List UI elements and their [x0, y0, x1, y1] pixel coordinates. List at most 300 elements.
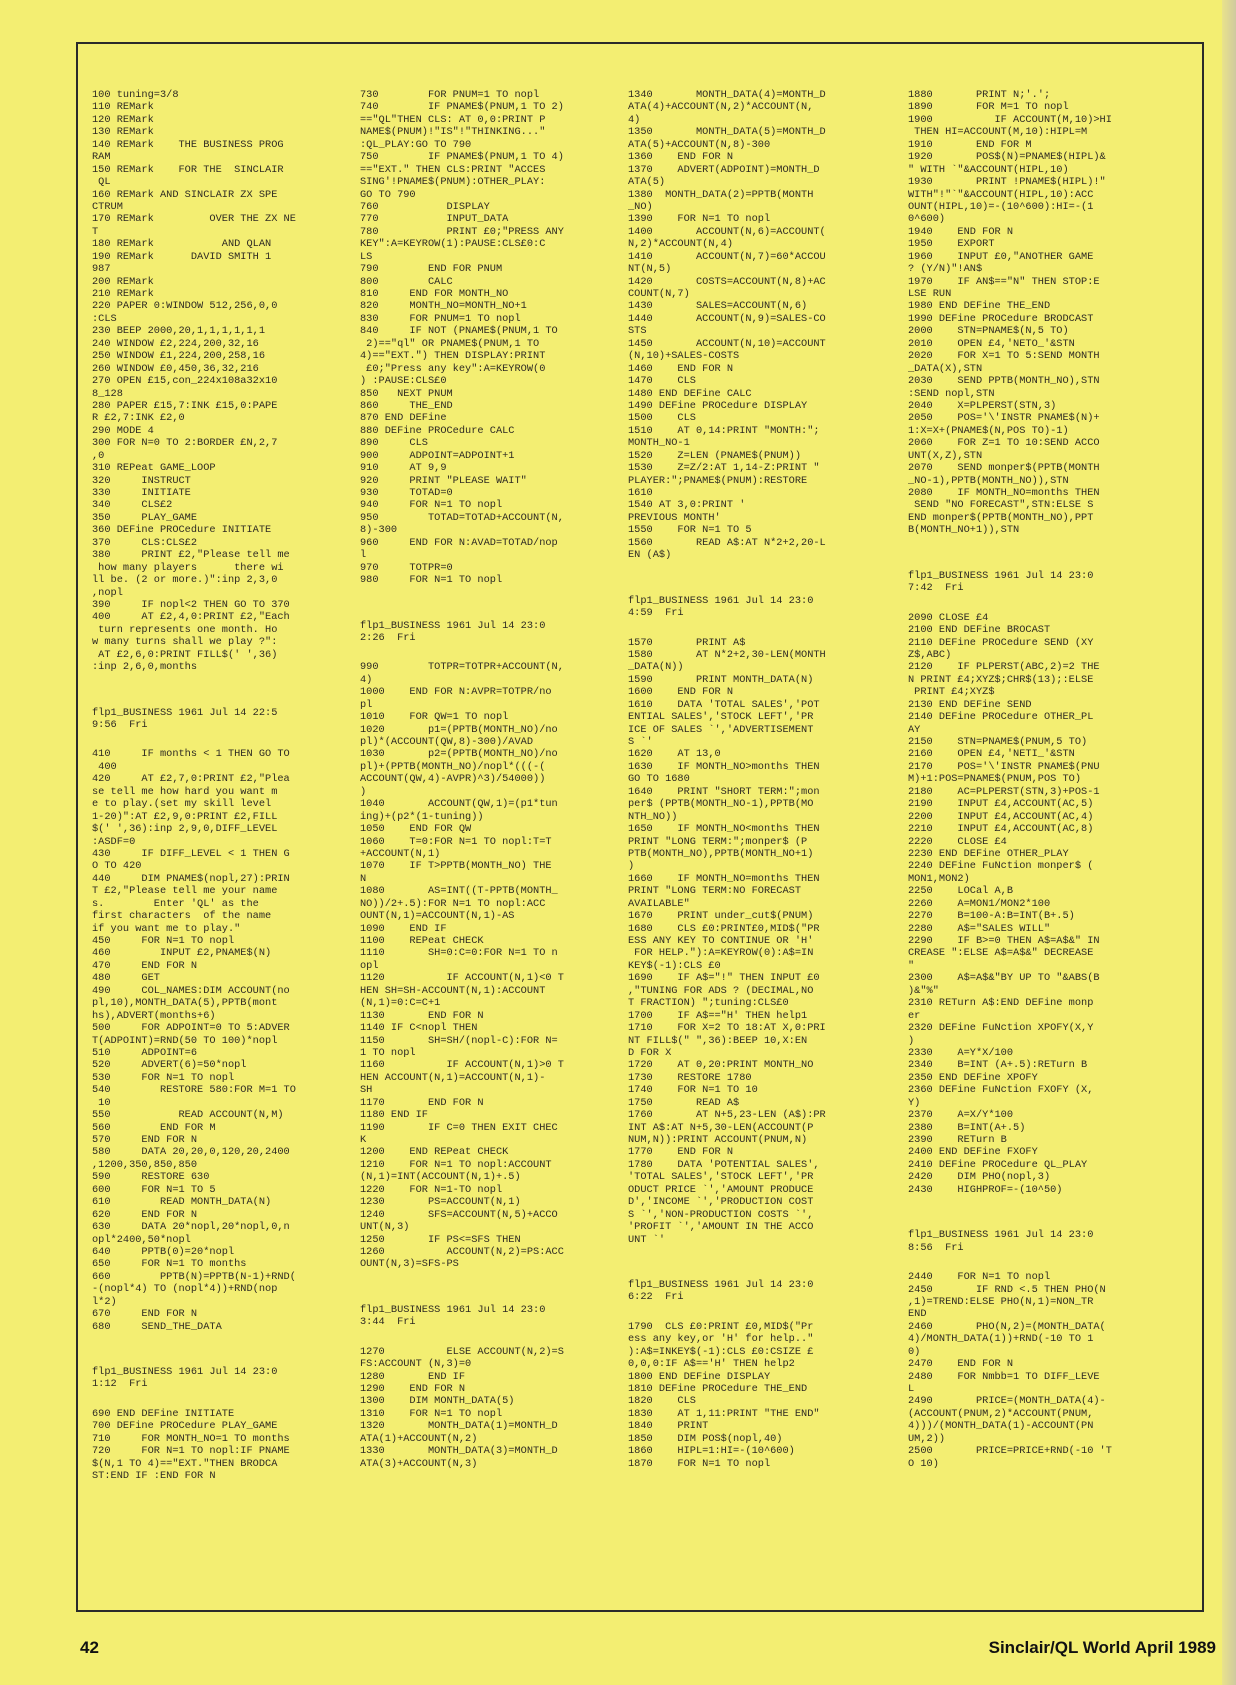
code-line: 420 AT £2,7,0:PRINT £2,"Plea — [92, 773, 290, 786]
code-line: 1410 ACCOUNT(N,7)=60*ACCOU — [628, 250, 826, 263]
code-line: 950 TOTAD=TOTAD+ACCOUNT(N, — [360, 511, 564, 524]
code-line: 1120 IF ACCOUNT(N,1)<0 T — [360, 972, 564, 985]
code-line: :ASDF=0 — [92, 835, 136, 848]
code-line: 170 REMark OVER THE ZX NE — [92, 213, 296, 226]
code-line: 1070 IF T>PPTB(MONTH_NO) THE — [360, 860, 552, 873]
header-line: 1:12 Fri — [92, 1378, 148, 1391]
code-line: 1860 HIPL=1:HI=-(10^600) — [628, 1445, 795, 1458]
code-line: 8_128 — [92, 387, 123, 400]
code-line: K — [360, 1134, 367, 1146]
code-line: 130 REMark — [92, 126, 154, 139]
code-line: 830 FOR PNUM=1 TO nopl — [360, 312, 521, 325]
code-line: if you want me to play." — [92, 922, 241, 935]
code-line: pl)*(ACCOUNT(QW,8)-300)/AVAD — [360, 736, 534, 748]
code-line: 360 DEFine PROCedure INITIATE — [92, 524, 272, 537]
code-line: 890 CLS — [360, 437, 428, 450]
code-line: 4) — [628, 113, 641, 126]
page-spine — [1222, 0, 1236, 1685]
code-line: 600 FOR N=1 TO 5 — [92, 1183, 216, 1196]
code-line: 320 INSTRUCT — [92, 474, 191, 487]
code-line: ) — [628, 860, 635, 873]
code-line: 1640 PRINT "SHORT TERM:";mon — [628, 785, 820, 798]
code-line: 2380 B=INT(A+.5) — [908, 1121, 1026, 1134]
code-line: R £2,7:INK £2,0 — [92, 412, 185, 425]
code-line: 210 REMark — [92, 288, 154, 300]
code-line: NO))/2+.5):FOR N=1 TO nopl:ACC — [360, 897, 546, 910]
code-line: LSE RUN — [908, 288, 952, 300]
code-line: 'TOTAL SALES','STOCK LEFT','PR — [628, 1171, 814, 1184]
code-line: 2)=="ql" OR PNAME$(PNUM,1 TO — [360, 337, 540, 350]
code-line: 530 FOR N=1 TO nopl — [92, 1071, 235, 1084]
code-line: 1810 DEFine PROCedure THE_END — [628, 1383, 808, 1395]
code-line: 1770 END FOR N — [628, 1146, 734, 1159]
code-line: 280 PAPER £15,7:INK £15,0:PAPE — [92, 399, 278, 412]
code-line: 1550 FOR N=1 TO 5 — [628, 524, 752, 537]
code-line: 1750 READ A$ — [628, 1096, 740, 1109]
code-line: 1170 END FOR N — [360, 1096, 484, 1109]
code-line: 2310 RETurn A$:END DEFine monp — [908, 997, 1094, 1010]
code-line: 560 END FOR M — [92, 1121, 216, 1134]
code-line: 790 END FOR PNUM — [360, 263, 503, 276]
code-line: 900 ADPOINT=ADPOINT+1 — [360, 449, 515, 462]
code-line: ATA(1)+ACCOUNT(N,2) — [360, 1432, 478, 1445]
code-line: 920 PRINT "PLEASE WAIT" — [360, 474, 527, 487]
code-line: UNT(N,3) — [360, 1221, 410, 1234]
code-line: 380 PRINT £2,"Please tell me — [92, 549, 290, 562]
code-line: PRINT "LONG TERM:NO FORECAST — [628, 885, 802, 898]
code-line: 1780 DATA 'POTENTIAL SALES', — [628, 1158, 820, 1171]
code-line: 2500 PRICE=PRICE+RND(-10 'T — [908, 1445, 1112, 1458]
code-line: 1380 MONTH_DATA(2)=PPTB(MONTH — [628, 188, 814, 201]
code-line: :SEND nopl,STN — [908, 387, 995, 400]
code-line: 660 PPTB(N)=PPTB(N-1)+RND( — [92, 1270, 296, 1283]
listing-column-3 — [628, 89, 878, 1470]
code-line: 440 DIM PNAME$(nopl,27):PRIN — [92, 872, 290, 885]
code-line: THEN HI=ACCOUNT(M,10):HIPL=M — [908, 126, 1088, 139]
code-line: pl,10),MONTH_DATA(5),PPTB(mont — [92, 997, 278, 1010]
code-line: PRINT £4;XYZ$ — [908, 686, 995, 699]
code-line: 620 END FOR N — [92, 1208, 198, 1221]
code-line: 2000 STN=PNAME$(N,5 TO) — [908, 325, 1069, 338]
code-line: " — [908, 959, 915, 972]
code-line: 1270 ELSE ACCOUNT(N,2)=S — [360, 1345, 564, 1358]
printout-header — [628, 595, 878, 620]
code-line: ,nopl — [92, 586, 123, 599]
code-line: ACCOUNT(QW,4)-AVPR)^3)/54000)) — [360, 773, 546, 786]
code-line: ,0 — [92, 449, 105, 462]
code-line: 2490 PRICE=(MONTH_DATA(4)- — [908, 1395, 1106, 1408]
code-line: opl — [360, 959, 379, 972]
code-line: 2170 POS='\'INSTR PNAME$(PNU — [908, 760, 1100, 773]
code-line: 340 CLS£2 — [92, 499, 173, 512]
code-line: ,"TUNING FOR ADS ? (DECIMAL,NO — [628, 984, 814, 997]
code-line: 760 DISPLAY — [360, 200, 490, 213]
code-line: 550 READ ACCOUNT(N,M) — [92, 1109, 284, 1122]
code-line: $(N,1 TO 4)=="EXT."THEN BRODCA — [92, 1457, 278, 1470]
code-line: 390 IF nopl<2 THEN GO TO 370 — [92, 598, 290, 611]
code-line: 2050 POS='\'INSTR PNAME$(N)+ — [908, 412, 1100, 425]
listing-column-4 — [908, 89, 1158, 1470]
code-line: D FOR X — [628, 1046, 672, 1059]
code-line: 2240 DEFine FuNction monper$ ( — [908, 860, 1094, 873]
code-line: se tell me how hard you want m — [92, 785, 278, 798]
code-line: N PRINT £4;XYZ$;CHR$(13);:ELSE — [908, 673, 1094, 686]
code-block — [908, 1271, 1158, 1470]
code-line: 2140 DEFine PROCedure OTHER_PL — [908, 711, 1094, 724]
code-line: STS — [628, 325, 647, 338]
code-line: MON1,MON2) — [908, 872, 970, 885]
code-line: ,1200,350,850,850 — [92, 1158, 198, 1171]
code-line: INT A$:AT N+5,30-LEN(ACCOUNT(P — [628, 1121, 814, 1134]
code-line: ATA(4)+ACCOUNT(N,2)*ACCOUNT(N, — [628, 101, 814, 114]
header-line: flp1_BUSINESS 1961 Jul 14 23:0 — [360, 619, 546, 632]
code-line: T(ADPOINT)=RND(50 TO 100)*nopl — [92, 1034, 278, 1047]
code-line: ATA(3)+ACCOUNT(N,3) — [360, 1457, 478, 1470]
code-line: FOR HELP."):A=KEYROW(0):A$=IN — [628, 947, 814, 960]
code-line: 1830 AT 1,11:PRINT "THE END" — [628, 1407, 820, 1420]
code-line: 880 DEFine PROCedure CALC — [360, 424, 515, 437]
code-line: WITH"!"`"&ACCOUNT(HIPL,10):ACC — [908, 188, 1094, 201]
code-line: 1450 ACCOUNT(N,10)=ACCOUNT — [628, 337, 826, 350]
code-line: ATA(5)+ACCOUNT(N,8)-300 — [628, 138, 771, 151]
printout-header — [628, 1279, 878, 1304]
code-line: T — [92, 225, 99, 238]
code-line: _DATA(N)) — [628, 661, 684, 674]
code-line: 1980 END DEFine THE_END — [908, 300, 1051, 313]
code-line: 490 COL_NAMES:DIM ACCOUNT(no — [92, 984, 290, 997]
code-line: S `' — [628, 736, 653, 748]
code-line: 910 AT 9,9 — [360, 462, 447, 475]
code-line: 1220 FOR N=1-TO nopl — [360, 1183, 503, 1196]
code-line: 1630 IF MONTH_NO>months THEN — [628, 760, 820, 773]
code-line: 1390 FOR N=1 TO nopl — [628, 213, 771, 226]
header-line: flp1_BUSINESS 1961 Jul 14 23:0 — [908, 1229, 1094, 1242]
code-line: 690 END DEFine INITIATE — [92, 1407, 235, 1420]
code-line: 400 — [92, 760, 117, 773]
code-line: 680 SEND_THE_DATA — [92, 1320, 222, 1333]
code-line: 1300 DIM MONTH_DATA(5) — [360, 1395, 515, 1408]
code-line: 1240 SFS=ACCOUNT(N,5)+ACCO — [360, 1208, 558, 1221]
code-line: 1840 PRINT — [628, 1420, 709, 1433]
code-line: 850 NEXT PNUM — [360, 387, 453, 400]
printout-header — [908, 1229, 1158, 1254]
code-line: 630 DATA 20*nopl,20*nopl,0,n — [92, 1221, 290, 1234]
code-line: ess any key,or 'H' for help.." — [628, 1333, 814, 1346]
code-line: 670 END FOR N — [92, 1308, 198, 1321]
code-line: PREVIOUS MONTH' — [628, 511, 721, 524]
code-line: ODUCT PRICE `','AMOUNT PRODUCE — [628, 1183, 814, 1196]
code-line: 1660 IF MONTH_NO=months THEN — [628, 872, 820, 885]
code-line: 300 FOR N=0 TO 2:BORDER £N,2,7 — [92, 437, 278, 450]
code-line: ST:END IF :END FOR N — [92, 1470, 216, 1483]
code-block — [92, 1408, 342, 1483]
code-line: 1060 T=0:FOR N=1 TO nopl:T=T — [360, 835, 552, 848]
code-line: ll be. (2 or more.)":inp 2,3,0 — [92, 574, 278, 587]
code-line: PLAYER:";PNAME$(PNUM):RESTORE — [628, 474, 808, 487]
code-line: 220 PAPER 0:WINDOW 512,256,0,0 — [92, 300, 278, 313]
code-line: ) — [360, 785, 367, 798]
code-block — [908, 89, 1158, 537]
code-line: 2030 SEND PPTB(MONTH_NO),STN — [908, 375, 1100, 388]
code-line: 2220 CLOSE £4 — [908, 835, 1007, 848]
code-line: =="QL"THEN CLS: AT 0,0:PRINT P — [360, 113, 546, 126]
code-line: $(' ',36):inp 2,9,0,DIFF_LEVEL — [92, 823, 278, 836]
code-line: 510 ADPOINT=6 — [92, 1046, 198, 1059]
code-line: 1690 IF A$="!" THEN INPUT £0 — [628, 972, 820, 985]
header-line: flp1_BUSINESS 1961 Jul 14 23:0 — [360, 1303, 546, 1316]
code-line: 2010 OPEN £4,'NETO_'&STN — [908, 337, 1075, 350]
code-line: 1010 FOR QW=1 TO nopl — [360, 711, 509, 724]
printout-header — [92, 1366, 342, 1391]
code-line: ESS ANY KEY TO CONTINUE OR 'H' — [628, 935, 814, 947]
header-line: 9:56 Fri — [92, 719, 148, 731]
code-line: 1030 p2=(PPTB(MONTH_NO)/no — [360, 748, 558, 761]
code-line: 2350 END DEFine XPOFY — [908, 1071, 1038, 1084]
code-line: 1130 END FOR N — [360, 1009, 484, 1022]
code-line: 740 IF PNAME$(PNUM,1 TO 2) — [360, 101, 564, 114]
code-line: 1580 AT N*2+2,30-LEN(MONTH — [628, 648, 826, 661]
header-line: 2:26 Fri — [360, 631, 416, 644]
code-line: Z$,ABC) — [908, 648, 952, 661]
code-line: 1730 RESTORE 1780 — [628, 1071, 752, 1084]
code-line: 1500 CLS — [628, 412, 696, 425]
code-line: 1200 END REPeat CHECK — [360, 1146, 509, 1159]
code-line: 700 DEFine PROCedure PLAY_GAME — [92, 1420, 278, 1433]
code-line: 2300 A$=A$&"BY UP TO "&ABS(B — [908, 972, 1100, 985]
header-line: flp1_BUSINESS 1961 Jul 14 23:0 — [908, 569, 1094, 582]
code-line: _DATA(X),STN — [908, 362, 983, 375]
printout-header — [908, 570, 1158, 595]
code-line: 2080 IF MONTH_NO=months THEN — [908, 487, 1100, 499]
code-line: er — [908, 1009, 921, 1022]
code-line: D','INCOME `','PRODUCTION COST — [628, 1196, 814, 1209]
code-line: AT £2,6,0:PRINT FILL$(' ',36) — [92, 648, 278, 661]
code-line: ICE OF SALES `','ADVERTISEMENT — [628, 723, 814, 736]
code-line: 4)))/(MONTH_DATA(1)-ACCOUNT(PN — [908, 1420, 1094, 1433]
code-line: 580 DATA 20,20,0,120,20,2400 — [92, 1146, 290, 1159]
code-line: L — [908, 1383, 915, 1395]
code-line: OUNT(HIPL,10)=-(10^600):HI=-(1 — [908, 200, 1094, 213]
code-line: CREASE ":ELSE A$=A$&" DECREASE — [908, 947, 1094, 960]
code-line: 1990 DEFine PROCedure BRODCAST — [908, 312, 1094, 325]
code-line: 1520 Z=LEN (PNAME$(PNUM)) — [628, 449, 802, 462]
code-line: £0;"Press any key":A=KEYROW(0 — [360, 362, 546, 375]
code-line: 1420 COSTS=ACCOUNT(N,8)+AC — [628, 275, 826, 288]
code-line: ing)+(p2*(1-tuning)) — [360, 810, 484, 823]
code-line: 820 MONTH_NO=MONTH_NO+1 — [360, 300, 527, 313]
code-line: 1460 END FOR N — [628, 362, 734, 375]
code-line: 120 REMark — [92, 113, 154, 126]
header-line: flp1_BUSINESS 1961 Jul 14 23:0 — [628, 1278, 814, 1291]
code-line: S `','NON-PRODUCTION COSTS `', — [628, 1208, 814, 1221]
code-line: :CLS — [92, 312, 117, 325]
code-line: 2090 CLOSE £4 — [908, 611, 989, 624]
code-line: 2130 END DEFine SEND — [908, 698, 1032, 711]
code-line: 1910 END FOR M — [908, 138, 1032, 151]
code-line: 1400 ACCOUNT(N,6)=ACCOUNT( — [628, 225, 826, 238]
code-block — [628, 1321, 878, 1470]
code-line: per$ (PPTB(MONTH_NO-1),PPTB(MO — [628, 798, 814, 811]
code-line: 1430 SALES=ACCOUNT(N,6) — [628, 300, 808, 313]
code-line: ATA(5) — [628, 176, 666, 189]
header-line: flp1_BUSINESS 1961 Jul 14 22:5 — [92, 706, 278, 719]
code-line: first characters of the name — [92, 910, 272, 923]
code-line: 940 FOR N=1 TO nopl — [360, 499, 503, 512]
code-line: 1710 FOR X=2 TO 18:AT X,0:PRI — [628, 1022, 826, 1035]
code-line: s. Enter 'QL' as the — [92, 897, 259, 910]
code-line: 1940 END FOR N — [908, 225, 1014, 238]
code-line: 1370 ADVERT(ADPOINT)=MONTH_D — [628, 163, 820, 176]
code-line: NUM,N)):PRINT ACCOUNT(PNUM,N) — [628, 1134, 808, 1146]
code-line: 1610 — [628, 487, 653, 499]
code-line: how many players there wi — [92, 561, 284, 574]
code-line: 1890 FOR M=1 TO nopl — [908, 101, 1069, 114]
code-line: 1050 END FOR QW — [360, 823, 472, 836]
code-line: ,1)=TREND:ELSE PHO(N,1)=NON_TR — [908, 1295, 1094, 1308]
code-line: 190 REMark DAVID SMITH 1 — [92, 250, 272, 263]
code-line: :inp 2,6,0,months — [92, 661, 198, 674]
code-line: KEY$(-1):CLS £0 — [628, 959, 721, 972]
code-line: 450 FOR N=1 TO nopl — [92, 935, 235, 947]
code-line: 1680 CLS £0:PRINT£0,MID$("PR — [628, 922, 820, 935]
code-line: 2100 END DEFine BROCAST — [908, 624, 1051, 637]
code-line: 1090 END IF — [360, 922, 447, 935]
code-line: 2400 END DEFine FXOFY — [908, 1146, 1038, 1159]
code-line: 330 INITIATE — [92, 487, 191, 499]
code-line: 460 INPUT £2,PNAME$(N) — [92, 947, 272, 960]
code-line: 470 END FOR N — [92, 959, 198, 972]
code-line: 1800 END DEFine DISPLAY — [628, 1370, 771, 1383]
code-line: SEND "NO FORECAST",STN:ELSE S — [908, 499, 1094, 512]
page-number: 42 — [80, 1638, 99, 1657]
code-line: 2120 IF PLPERST(ABC,2)=2 THE — [908, 661, 1100, 674]
code-line: 1230 PS=ACCOUNT(N,1) — [360, 1196, 521, 1209]
code-line: 2390 RETurn B — [908, 1134, 1007, 1146]
code-line: 1 TO nopl — [360, 1046, 416, 1059]
code-line: 1540 AT 3,0:PRINT ' — [628, 499, 746, 512]
code-line: 840 IF NOT (PNAME$(PNUM,1 TO — [360, 325, 558, 338]
code-line: QL — [92, 176, 111, 189]
listing-column-2 — [360, 89, 610, 1470]
code-line: -(nopl*4) TO (nopl*4))+RND(nop — [92, 1283, 278, 1296]
code-line: 2180 AC=PLPERST(STN,3)+POS-1 — [908, 785, 1100, 798]
code-line: 1260 ACCOUNT(N,2)=PS:ACC — [360, 1245, 564, 1258]
code-line: 1210 FOR N=1 TO nopl:ACCOUNT — [360, 1158, 552, 1171]
code-line: pl — [360, 698, 373, 711]
code-line: 0^600) — [908, 213, 946, 226]
code-line: 8)-300 — [360, 524, 398, 537]
code-line: FS:ACCOUNT (N,3)=0 — [360, 1358, 472, 1371]
code-line: 1140 IF C<nopl THEN — [360, 1022, 478, 1035]
code-line: 240 WINDOW £2,224,200,32,16 — [92, 337, 259, 350]
code-line: NT(N,5) — [628, 263, 672, 276]
header-line: 4:59 Fri — [628, 607, 684, 620]
code-line: 1020 p1=(PPTB(MONTH_NO)/no — [360, 723, 558, 736]
code-block — [628, 637, 878, 1246]
code-line: 2190 INPUT £4,ACCOUNT(AC,5) — [908, 798, 1094, 811]
header-line: 8:56 Fri — [908, 1241, 964, 1254]
code-line: 1560 READ A$:AT N*2+2,20-L — [628, 536, 826, 549]
code-line: 0,0,0:IF A$=='H' THEN help2 — [628, 1358, 795, 1371]
code-line: 1440 ACCOUNT(N,9)=SALES-CO — [628, 312, 826, 325]
listing-column-1 — [92, 89, 342, 1483]
code-line: (N,1)=INT(ACCOUNT(N,1)+.5) — [360, 1171, 521, 1184]
code-block — [908, 612, 1158, 1197]
code-line: 480 GET — [92, 972, 160, 985]
code-line: 1360 END FOR N — [628, 151, 734, 164]
code-line: 970 TOTPR=0 — [360, 561, 453, 574]
code-line: 770 INPUT_DATA — [360, 213, 509, 226]
code-line: w many turns shall we play ?": — [92, 636, 278, 649]
code-line: hs),ADVERT(months+6) — [92, 1009, 216, 1022]
code-line: 1740 FOR N=1 TO 10 — [628, 1084, 758, 1097]
code-line: (N,10)+SALES-COSTS — [628, 350, 740, 363]
code-line: N,2)*ACCOUNT(N,4) — [628, 238, 734, 251]
code-line: )&"%" — [908, 984, 939, 997]
code-line: 2280 A$="SALES WILL" — [908, 922, 1051, 935]
code-line: LS — [360, 250, 373, 263]
code-line: SH — [360, 1084, 373, 1097]
code-line: B(MONTH_NO+1)),STN — [908, 524, 1020, 537]
code-line: 2420 DIM PHO(nopl,3) — [908, 1171, 1051, 1184]
code-line: 270 OPEN £15,con_224x108a32x10 — [92, 375, 278, 388]
code-line: ) :PAUSE:CLS£0 — [360, 375, 447, 388]
code-line: COUNT(N,7) — [628, 288, 690, 300]
code-line: 640 PPTB(0)=20*nopl — [92, 1245, 235, 1258]
code-line: 1190 IF C=0 THEN EXIT CHEC — [360, 1121, 558, 1134]
code-line: 160 REMark AND SINCLAIR ZX SPE — [92, 188, 278, 201]
code-line: 1970 IF AN$=="N" THEN STOP:E — [908, 275, 1100, 288]
code-line: 780 PRINT £0;"PRESS ANY — [360, 225, 564, 238]
code-line: 2360 DEFine FuNction FXOFY (X, — [908, 1084, 1094, 1097]
header-line: flp1_BUSINESS 1961 Jul 14 23:0 — [628, 594, 814, 607]
code-line: =="EXT." THEN CLS:PRINT "ACCES — [360, 163, 546, 176]
code-line: 1700 IF A$=="H' THEN help1 — [628, 1009, 808, 1022]
code-line: M)+1:POS=PNAME$(PNUM,POS TO) — [908, 773, 1082, 786]
header-line: 3:44 Fri — [360, 1316, 416, 1329]
code-line: END — [908, 1308, 927, 1321]
code-line: l*2) — [92, 1295, 117, 1308]
code-line: T £2,"Please tell me your name — [92, 885, 278, 898]
code-line: MONTH_NO-1 — [628, 437, 690, 450]
code-line: 2470 END FOR N — [908, 1358, 1014, 1371]
code-line: CTRUM — [92, 200, 123, 213]
code-line: END monper$(PPTB(MONTH_NO),PPT — [908, 511, 1094, 524]
code-line: 'PROFIT `','AMOUNT IN THE ACCO — [628, 1221, 814, 1234]
code-line: 100 tuning=3/8 — [92, 89, 179, 101]
code-line: O TO 420 — [92, 860, 142, 873]
code-line: 1490 DEFine PROCedure DISPLAY — [628, 399, 808, 412]
code-line: 2230 END DEFine OTHER_PLAY — [908, 847, 1069, 860]
code-line: SING'!PNAME$(PNUM):OTHER_PLAY: — [360, 176, 546, 189]
code-line: 180 REMark AND QLAN — [92, 238, 272, 251]
code-line: 2070 SEND monper$(PPTB(MONTH — [908, 462, 1100, 475]
code-line: 410 IF months < 1 THEN GO TO — [92, 748, 290, 761]
code-line: 2450 IF RND <.5 THEN PHO(N — [908, 1283, 1106, 1296]
code-line: 1570 PRINT A$ — [628, 636, 746, 649]
code-line: 1310 FOR N=1 TO nopl — [360, 1407, 503, 1420]
printout-header — [92, 707, 342, 732]
code-line: opl*2400,50*nopl — [92, 1233, 191, 1246]
code-line: 2460 PHO(N,2)=(MONTH_DATA( — [908, 1320, 1106, 1333]
code-line: 1720 AT 0,20:PRINT MONTH_NO — [628, 1059, 814, 1072]
code-line: ? (Y/N)"!AN$ — [908, 263, 983, 276]
code-line: 350 PLAY_GAME — [92, 511, 198, 524]
printout-header — [360, 1304, 610, 1329]
code-line: UM,2)) — [908, 1432, 946, 1445]
code-line: AY — [908, 723, 921, 736]
code-line: 870 END DEFine — [360, 412, 447, 425]
